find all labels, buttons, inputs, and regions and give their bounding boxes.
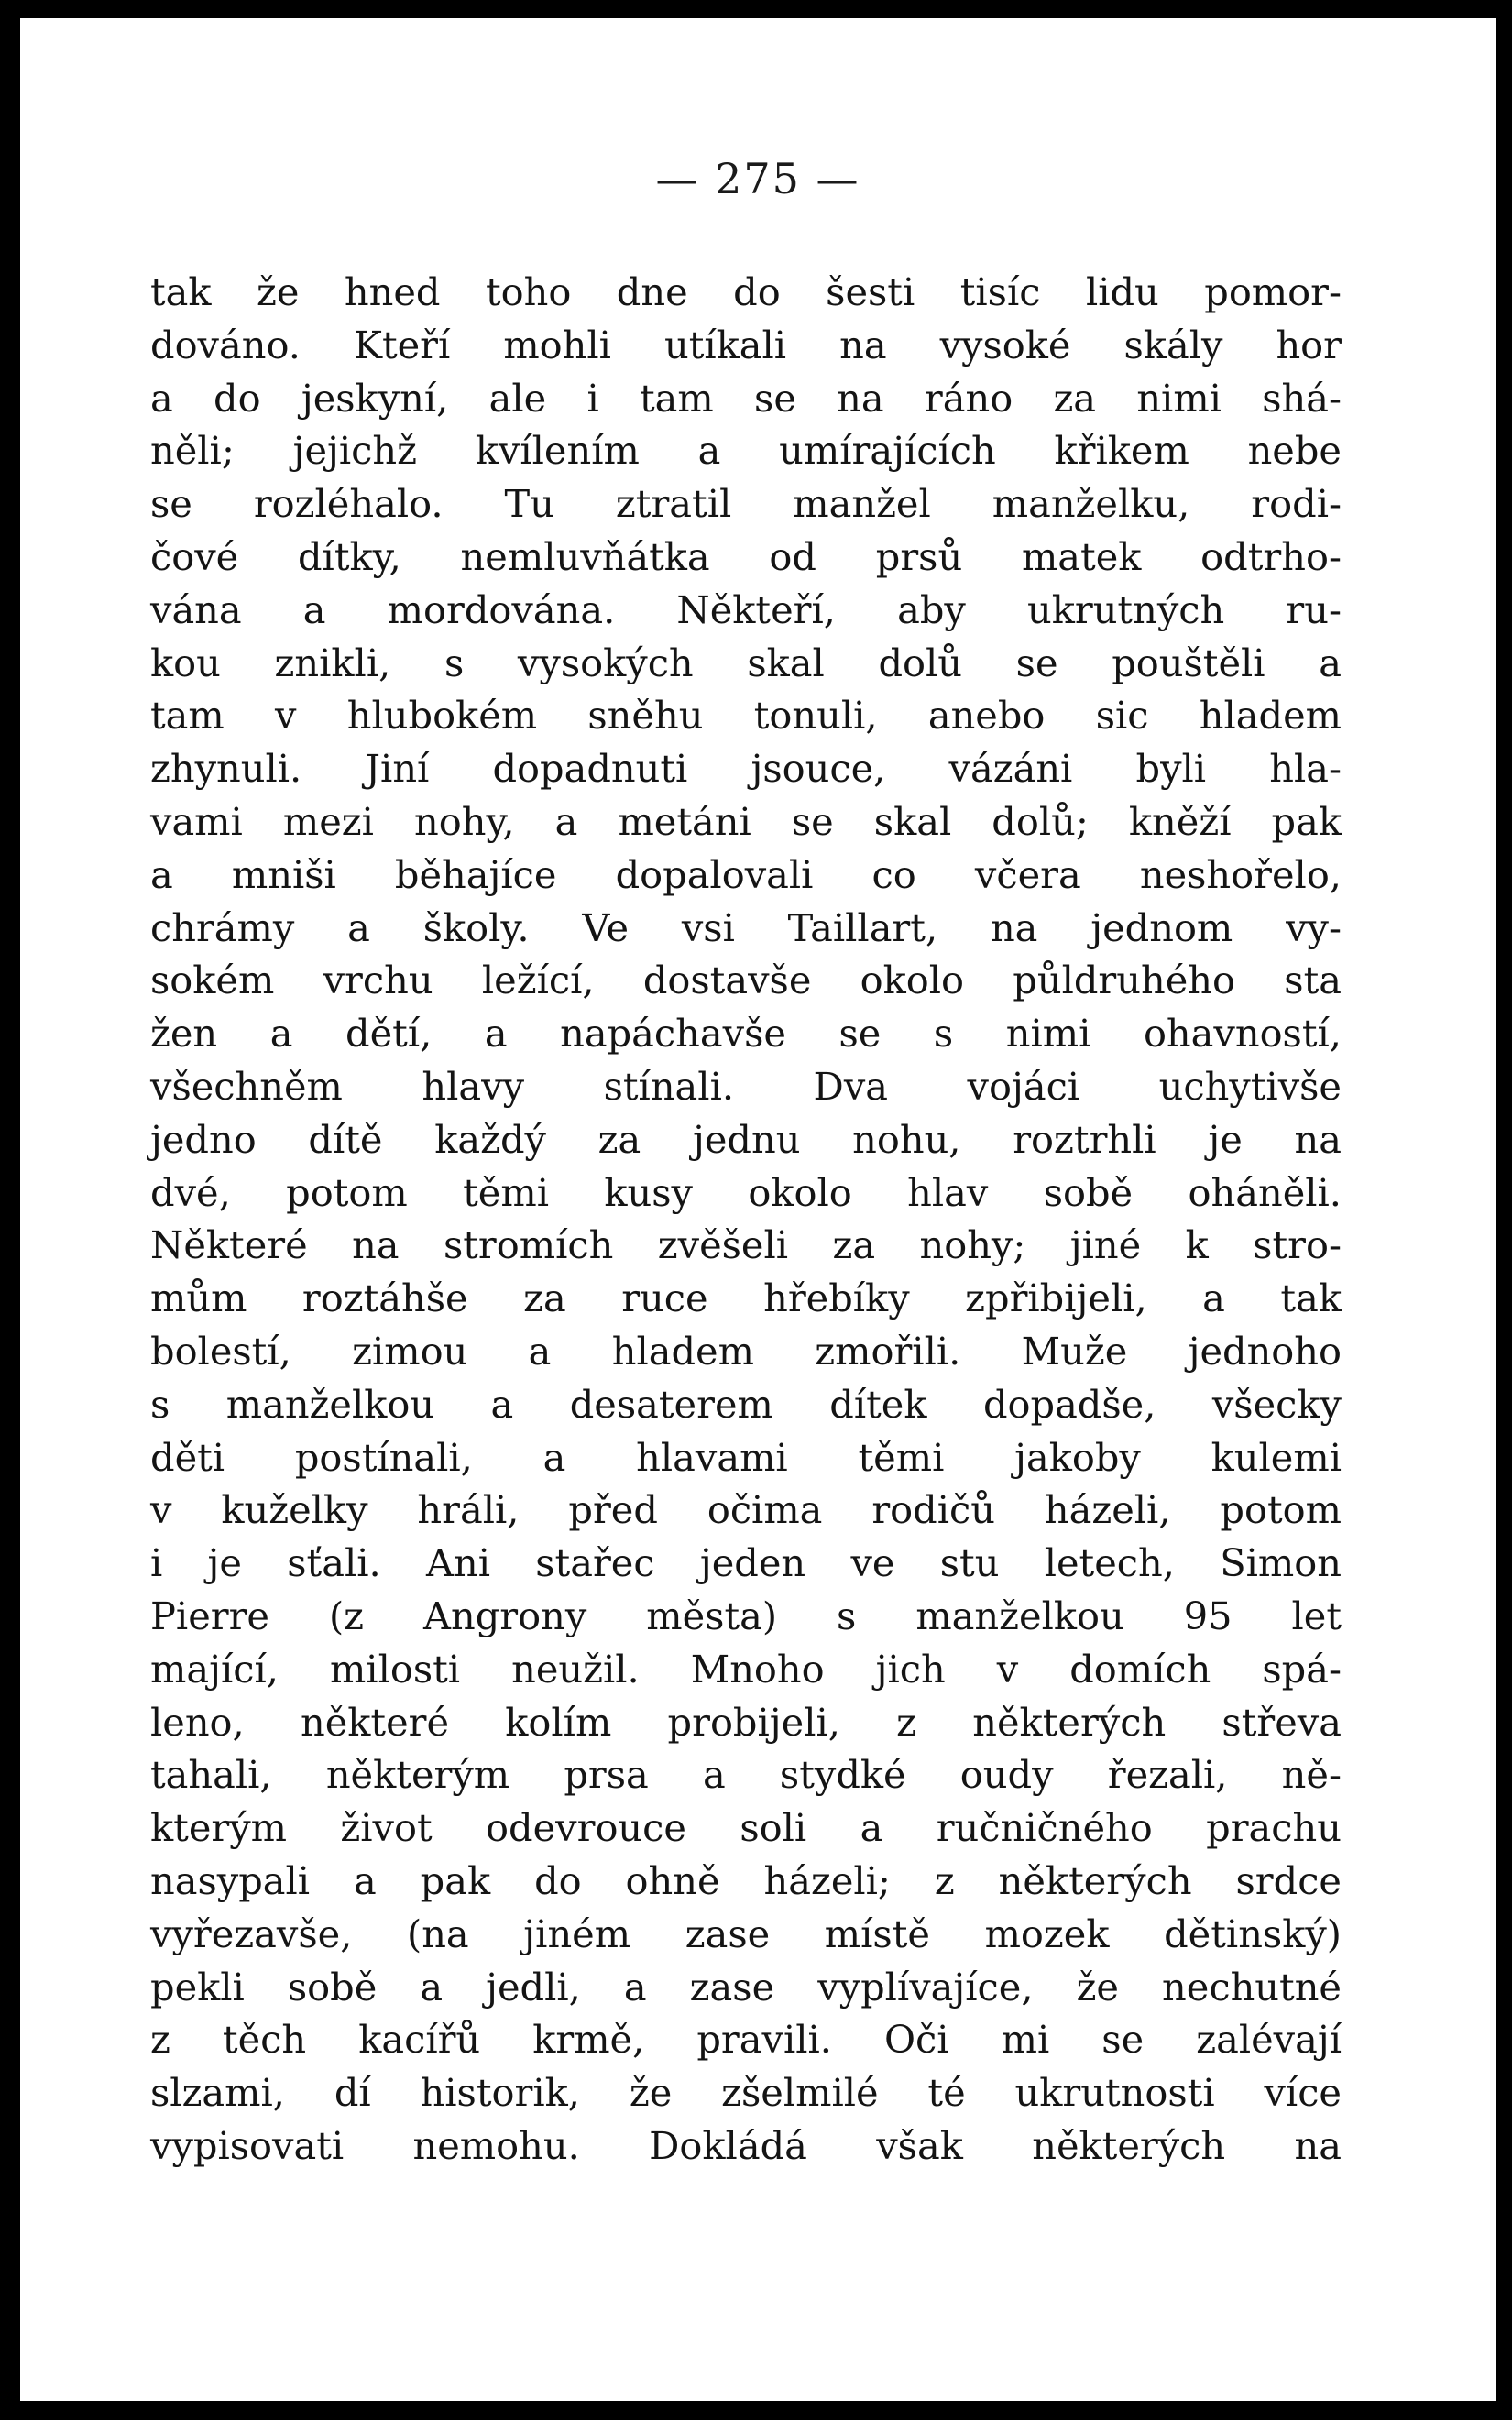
- text-line: kou znikli, s vysokých skal dolů se pouštěli a: [150, 640, 1342, 685]
- text-line: slzami, dí historik, že zšelmilé té ukrutnosti více: [150, 2070, 1342, 2116]
- text-line: Některé na stromích zvěšeli za nohy; jiné k stro-: [150, 1222, 1342, 1268]
- text-line: pekli sobě a jedli, a zase vyplívajíce, že nechutné: [150, 1964, 1342, 2009]
- text-line: kterým život odevrouce soli a ručničného prachu: [150, 1805, 1342, 1851]
- book-page: [20, 18, 1496, 2401]
- text-line: bolestí, zimou a hladem zmořili. Muže jednoho: [150, 1328, 1342, 1374]
- text-line: sokém vrchu ležící, dostavše okolo půldruhého sta: [150, 958, 1342, 1003]
- text-line: čové dítky, nemluvňátka od prsů matek odtrho-: [150, 533, 1342, 579]
- text-line: v kuželky hráli, před očima rodičů házeli, potom: [150, 1487, 1342, 1533]
- text-line: mající, milosti neužil. Mnoho jich v domích spá-: [150, 1646, 1342, 1692]
- text-line: tak že hned toho dne do šesti tisíc lidu pomor-: [150, 269, 1342, 314]
- text-line: a mniši běhajíce dopalovali co včera neshořelo,: [150, 851, 1342, 897]
- text-line: leno, některé kolím probijeli, z některých střeva: [150, 1699, 1342, 1745]
- text-line: z těch kacířů krmě, pravili. Oči mi se zalévají: [150, 2017, 1342, 2063]
- page-number: — 275 —: [655, 154, 860, 203]
- text-line: nasypali a pak do ohně házeli; z některých srdce: [150, 1857, 1342, 1903]
- text-line: zhynuli. Jiní dopadnuti jsouce, vázáni byli hla-: [150, 746, 1342, 792]
- text-line: dováno. Kteří mohli utíkali na vysoké skály hor: [150, 322, 1342, 367]
- text-line: děti postínali, a hlavami těmi jakoby kulemi: [150, 1434, 1342, 1480]
- text-line: chrámy a školy. Ve vsi Taillart, na jednom vy-: [150, 904, 1342, 950]
- text-line: všechněm hlavy stínali. Dva vojáci uchytivše: [150, 1063, 1342, 1109]
- text-line: a do jeskyní, ale i tam se na ráno za nimi shá-: [150, 375, 1342, 421]
- text-line: vána a mordována. Někteří, aby ukrutných ru-: [150, 586, 1342, 632]
- text-line: s manželkou a desaterem dítek dopadše, všecky: [150, 1381, 1342, 1427]
- body-text: [150, 266, 1342, 2173]
- text-line: vami mezi nohy, a metáni se skal dolů; kněží pak: [150, 798, 1342, 844]
- text-line: tam v hlubokém sněhu tonuli, anebo sic hladem: [150, 693, 1342, 739]
- text-line: vypisovati nemohu. Dokládá však některých na: [150, 2122, 1342, 2168]
- text-line: vyřezavše, (na jiném zase místě mozek dětinský): [150, 1911, 1342, 1956]
- text-line: tahali, některým prsa a stydké oudy řezali, ně-: [150, 1752, 1342, 1798]
- text-line: něli; jejichž kvílením a umírajících křikem nebe: [150, 428, 1342, 474]
- text-line: i je sťali. Ani stařec jeden ve stu letech, Simon: [150, 1540, 1342, 1586]
- text-line: dvé, potom těmi kusy okolo hlav sobě oháněli.: [150, 1169, 1342, 1215]
- text-line: žen a dětí, a napáchavše se s nimi ohavností,: [150, 1011, 1342, 1057]
- text-line: mům roztáhše za ruce hřebíky zpřibijeli, a tak: [150, 1276, 1342, 1321]
- text-line: Pierre (z Angrony města) s manželkou 95 let: [150, 1593, 1342, 1638]
- text-line: jedno dítě každý za jednu nohu, roztrhli je na: [150, 1116, 1342, 1162]
- text-line: se rozléhalo. Tu ztratil manžel manželku, rodi-: [150, 481, 1342, 527]
